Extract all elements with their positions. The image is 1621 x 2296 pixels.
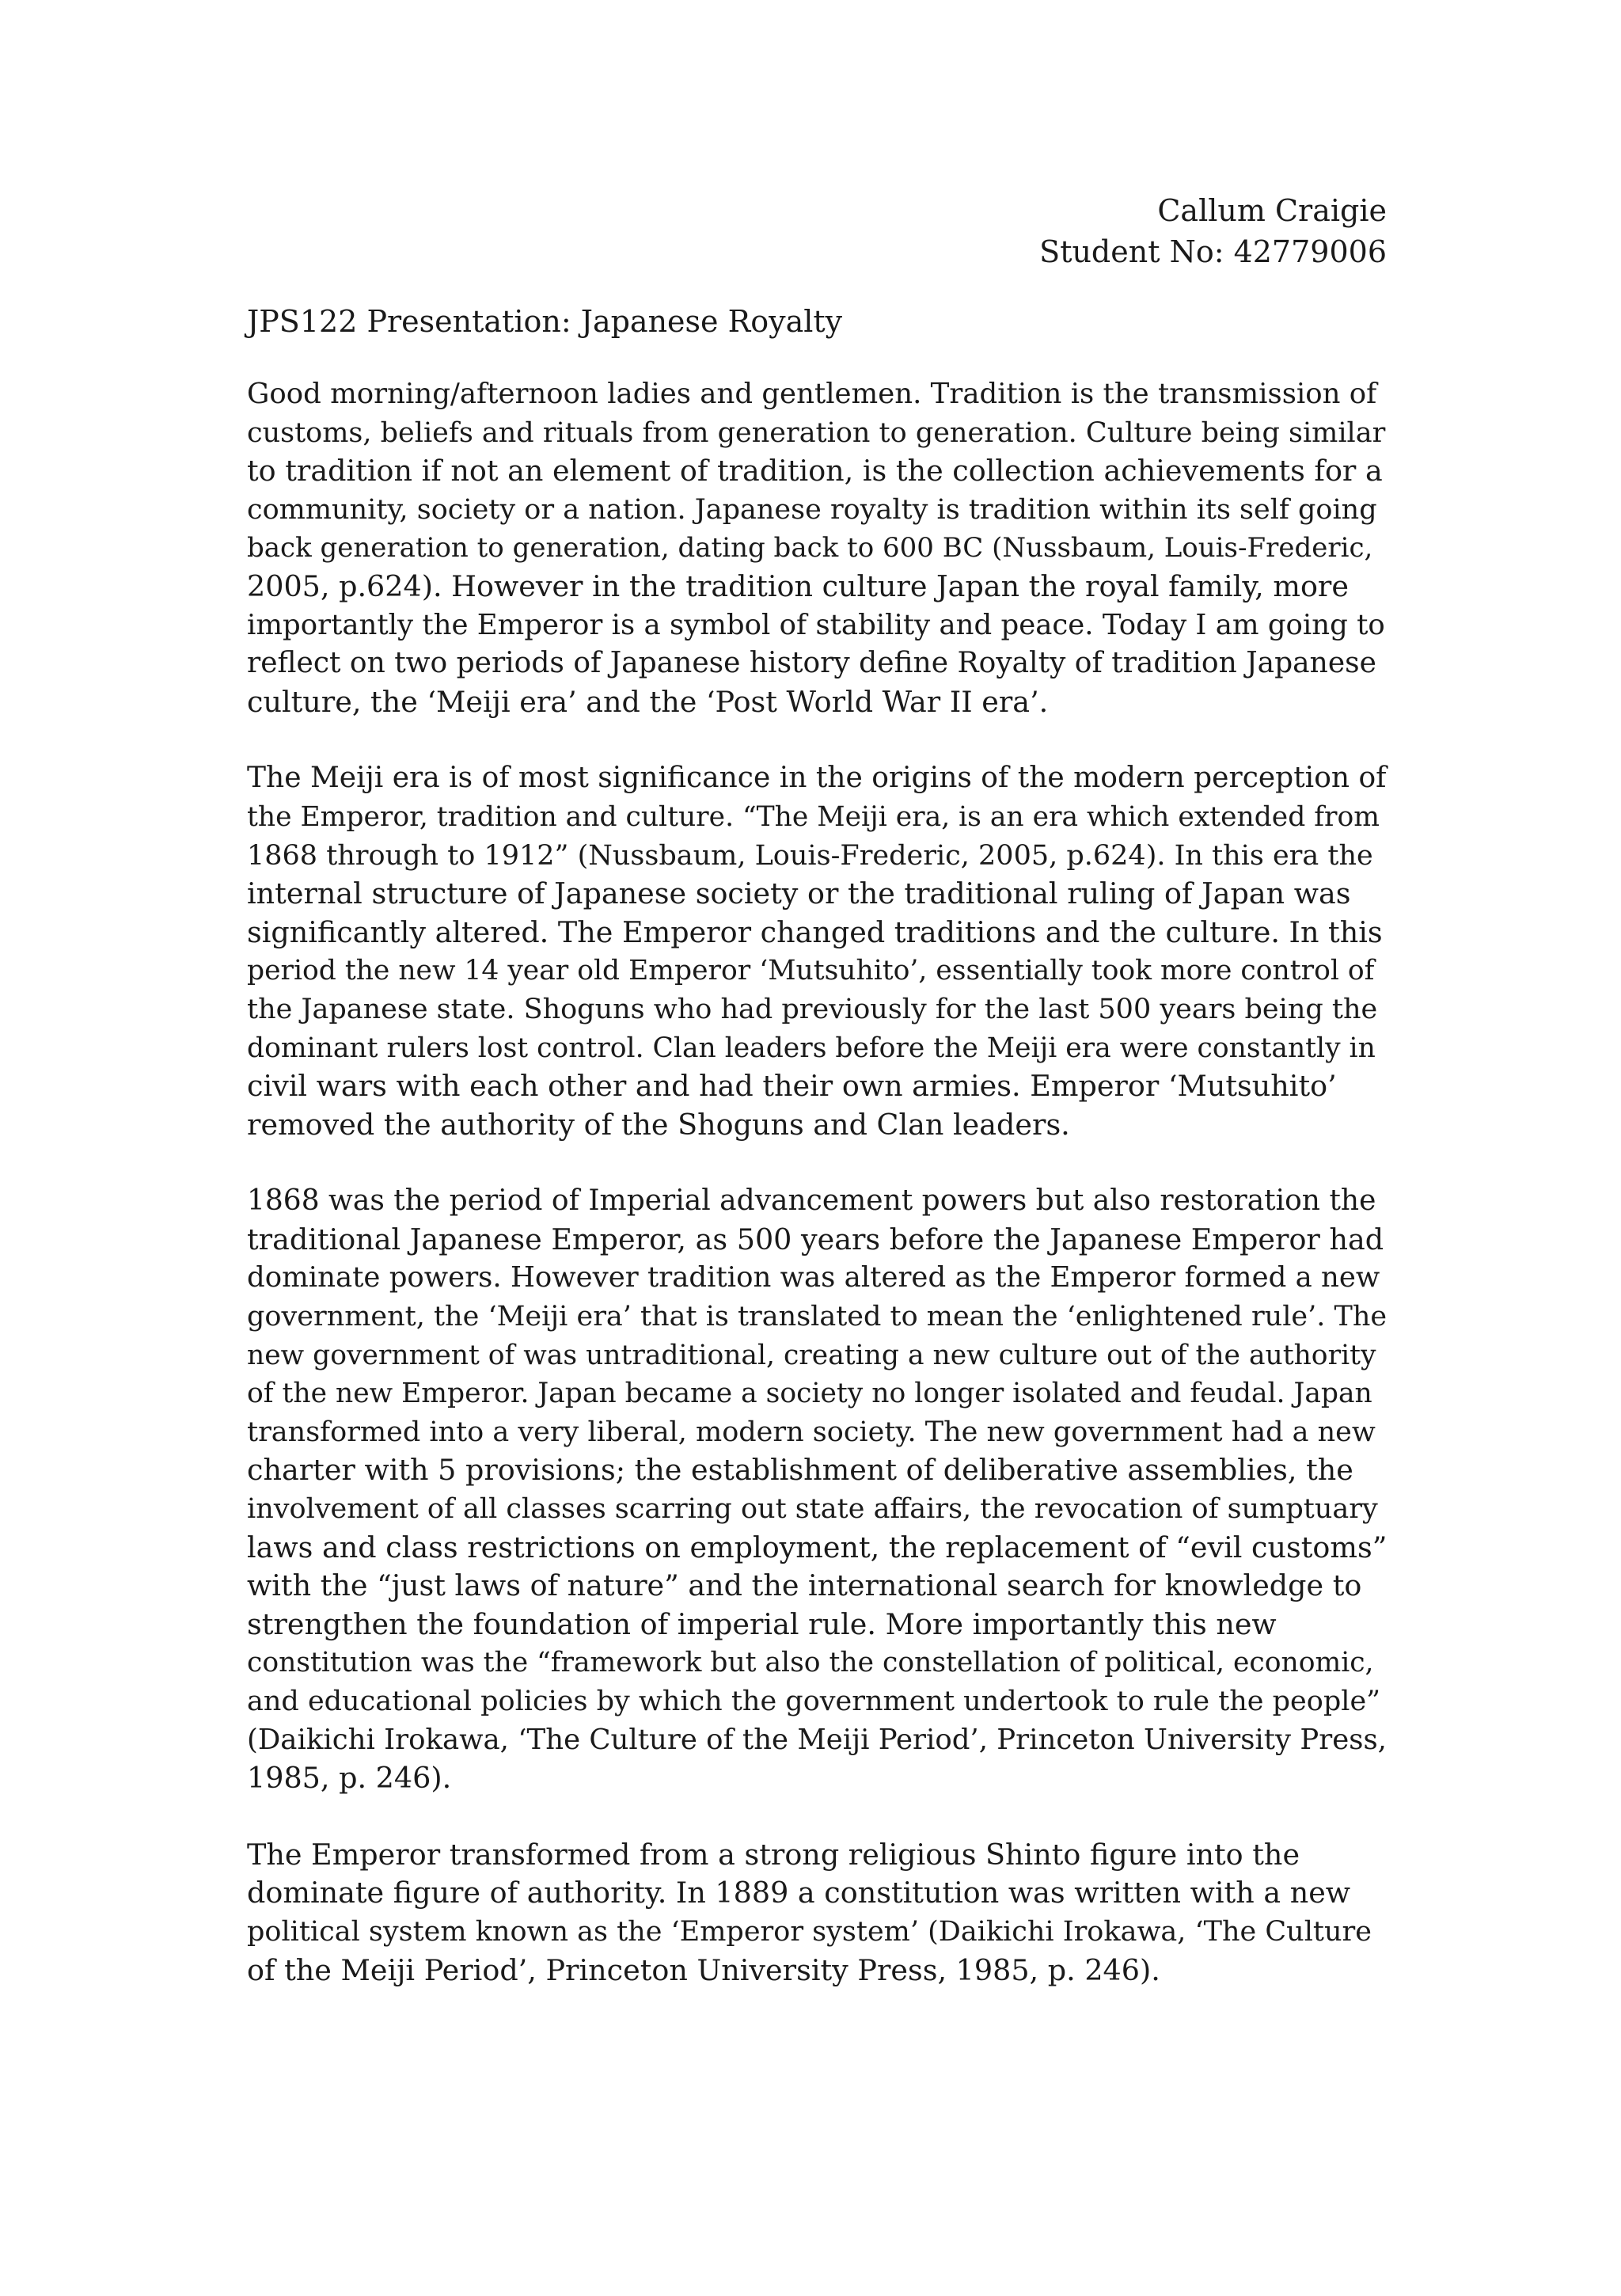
author-name: Callum Craigie bbox=[1157, 193, 1387, 228]
paragraph-line: culture, the ‘Meiji era’ and the ‘Post World War II era’. bbox=[247, 684, 1049, 719]
paragraph-line: of the new Emperor. Japan became a society no longer isolated and feudal. Japan bbox=[247, 1378, 1372, 1410]
paragraph-line: political system known as the ‘Emperor system’ (Daikichi Irokawa, ‘The Culture bbox=[247, 1915, 1372, 1948]
paragraph-1 bbox=[247, 375, 1387, 721]
author-header bbox=[247, 190, 1387, 272]
paragraph-line: 1868 was the period of Imperial advancement powers but also restoration the bbox=[247, 1184, 1376, 1218]
paragraph-line: dominate powers. However tradition was altered as the Emperor formed a new bbox=[247, 1261, 1380, 1294]
paragraph-line: strengthen the foundation of imperial rule. More importantly this new bbox=[247, 1606, 1277, 1641]
paragraph-line: The Meiji era is of most significance in the origins of the modern perception of bbox=[247, 762, 1387, 795]
paragraph-3 bbox=[247, 1182, 1387, 1798]
document-page bbox=[247, 190, 1387, 2028]
paragraph-line: the Japanese state. Shoguns who had previously for the last 500 years being the bbox=[247, 993, 1378, 1025]
paragraph-line: (Daikichi Irokawa, ‘The Culture of the Meiji Period’, Princeton University Press, bbox=[247, 1723, 1387, 1756]
paragraph-line: dominant rulers lost control. Clan leaders before the Meiji era were constantly in bbox=[247, 1032, 1376, 1064]
paragraph-line: reflect on two periods of Japanese history define Royalty of tradition Japanese bbox=[247, 647, 1376, 680]
paragraph-line: laws and class restrictions on employment, the replacement of “evil customs” bbox=[247, 1530, 1388, 1564]
paragraph-line: removed the authority of the Shoguns and Clan leaders. bbox=[247, 1107, 1070, 1142]
paragraph-line: transformed into a very liberal, modern society. The new government had a new bbox=[247, 1416, 1376, 1448]
paragraph-line: 1868 through to 1912” (Nussbaum, Louis-Frederic, 2005, p.624). In this era the bbox=[247, 839, 1373, 872]
paragraph-line: back generation to generation, dating back to 600 BC (Nussbaum, Louis-Frederic, bbox=[247, 532, 1373, 564]
paragraph-line: constitution was the “framework but also the constellation of political, economic, bbox=[247, 1647, 1374, 1679]
paragraph-line: period the new 14 year old Emperor ‘Mutsuhito’, essentially took more control of bbox=[247, 955, 1375, 987]
paragraph-line: civil wars with each other and had their own armies. Emperor ‘Mutsuhito’ bbox=[247, 1069, 1337, 1104]
paragraph-line: Good morning/afternoon ladies and gentlemen. Tradition is the transmission of bbox=[247, 378, 1377, 410]
paragraph-line: government, the ‘Meiji era’ that is translated to mean the ‘enlightened rule’. The bbox=[247, 1301, 1388, 1333]
paragraph-line: to tradition if not an element of tradition, is the collection achievements for a bbox=[247, 454, 1383, 488]
paragraph-line: of the Meiji Period’, Princeton University Press, 1985, p. 246). bbox=[247, 1952, 1160, 1987]
paragraph-line: The Emperor transformed from a strong religious Shinto figure into the bbox=[247, 1837, 1300, 1872]
paragraph-line: and educational policies by which the government undertook to rule the people” bbox=[247, 1686, 1381, 1717]
paragraph-2 bbox=[247, 759, 1387, 1144]
paragraph-4 bbox=[247, 1836, 1387, 1990]
paragraph-line: charter with 5 provisions; the establishment of deliberative assemblies, the bbox=[247, 1453, 1353, 1488]
paragraph-line: involvement of all classes scarring out state affairs, the revocation of sumptuary bbox=[247, 1493, 1378, 1526]
paragraph-line: 1985, p. 246). bbox=[247, 1761, 452, 1796]
paragraph-line: traditional Japanese Emperor, as 500 years before the Japanese Emperor had bbox=[247, 1222, 1384, 1256]
paragraph-line: the Emperor, tradition and culture. “The Meiji era, is an era which extended from bbox=[247, 800, 1380, 833]
paragraph-line: community, society or a nation. Japanese royalty is tradition within its self going bbox=[247, 493, 1377, 526]
paragraph-line: new government of was untraditional, creating a new culture out of the authority bbox=[247, 1339, 1376, 1371]
paragraph-line: internal structure of Japanese society or the traditional ruling of Japan was bbox=[247, 876, 1351, 911]
paragraph-line: 2005, p.624). However in the tradition culture Japan the royal family, more bbox=[247, 568, 1349, 603]
paragraph-line: with the “just laws of nature” and the international search for knowledge to bbox=[247, 1568, 1362, 1603]
paragraph-line: significantly altered. The Emperor changed traditions and the culture. In this bbox=[247, 914, 1383, 949]
paragraph-line: dominate figure of authority. In 1889 a constitution was written with a new bbox=[247, 1876, 1351, 1910]
student-number: Student No: 42779006 bbox=[1039, 234, 1387, 269]
document-body bbox=[247, 375, 1387, 1990]
paragraph-line: importantly the Emperor is a symbol of stability and peace. Today I am going to bbox=[247, 608, 1385, 641]
document-title: JPS122 Presentation: Japanese Royalty bbox=[247, 304, 843, 339]
paragraph-line: customs, beliefs and rituals from generation to generation. Culture being similar bbox=[247, 416, 1386, 449]
